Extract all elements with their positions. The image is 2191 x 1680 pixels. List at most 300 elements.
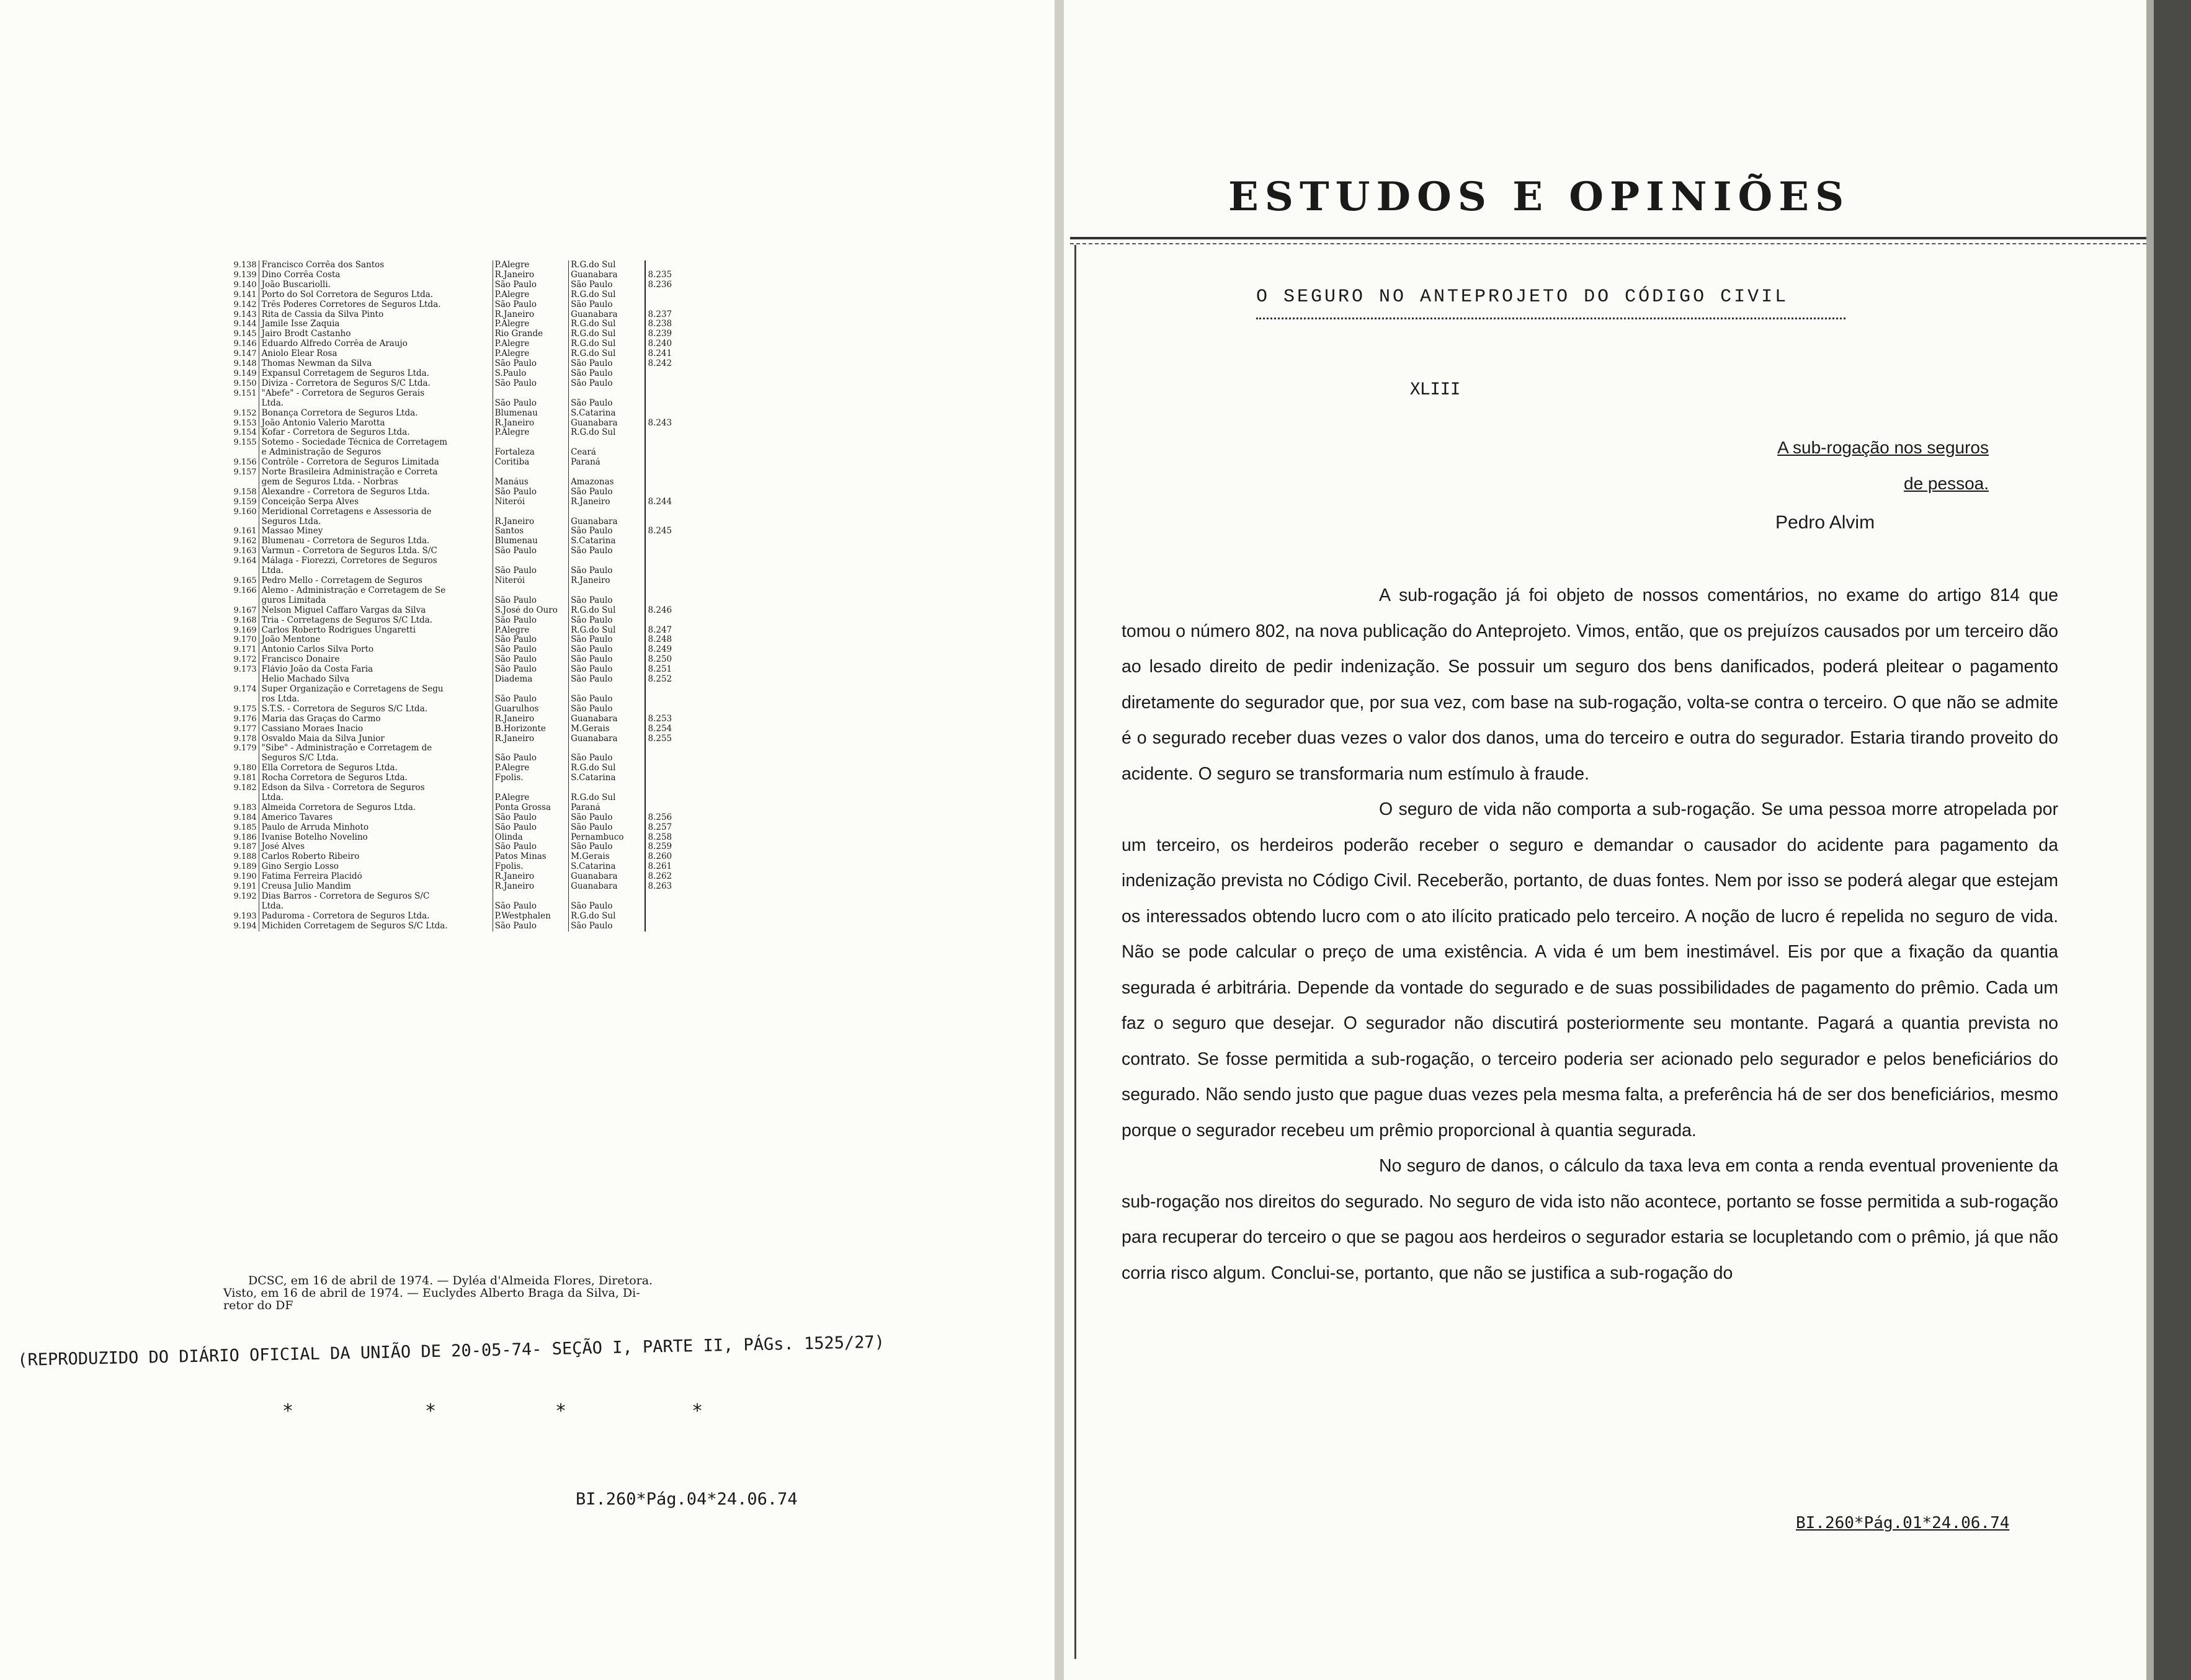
page-gutter — [1055, 0, 1064, 1680]
article-title — [1672, 430, 1989, 502]
broker-name: Nelson Miguel Caffaro Vargas da Silva — [259, 606, 493, 616]
broker-name: Jairo Brodt Castanho — [259, 329, 493, 339]
registration-number: 8.257 — [645, 823, 683, 833]
registry-row — [223, 359, 682, 369]
registration-number: 8.244 — [645, 497, 683, 507]
broker-name: João Buscariolli. — [259, 280, 493, 290]
registry-row — [223, 409, 682, 419]
broker-city: São Paulo — [493, 399, 568, 409]
registration-number — [645, 616, 683, 626]
entry-number: 9.141 — [233, 290, 257, 300]
broker-name: Ltda. — [259, 566, 493, 576]
registry-row — [223, 419, 682, 429]
registry-row — [223, 616, 682, 626]
broker-name: Gino Sergio Losso — [259, 862, 493, 872]
broker-city — [493, 685, 568, 695]
broker-name: Paduroma - Corretora de Seguros Ltda. — [259, 912, 493, 922]
broker-city — [493, 468, 568, 478]
entry-number: 9.142 — [233, 300, 257, 309]
broker-state: R.G.do Sul — [568, 428, 644, 438]
broker-name: Antonio Carlos Silva Porto — [259, 645, 493, 655]
heading-underline — [1256, 318, 1845, 319]
broker-state: São Paulo — [568, 399, 644, 409]
broker-city — [493, 507, 568, 517]
entry-number: 9.153 — [233, 418, 257, 428]
broker-state: São Paulo — [568, 645, 644, 655]
broker-state: Paraná — [568, 458, 644, 468]
entry-number: 9.187 — [233, 842, 257, 852]
broker-state: M.Gerais — [568, 852, 644, 862]
entry-number: 9.190 — [233, 872, 257, 882]
entry-number: 9.156 — [233, 458, 257, 468]
broker-city: São Paulo — [493, 753, 568, 763]
broker-state: R.G.do Sul — [568, 626, 644, 636]
registration-number — [645, 399, 683, 409]
broker-name: Super Organização e Corretagens de Segu — [259, 685, 493, 695]
broker-name: gem de Seguros Ltda. - Norbras — [259, 478, 493, 487]
registration-number — [645, 389, 683, 399]
broker-city — [493, 744, 568, 753]
broker-name: Massao Miney — [259, 527, 493, 536]
entry-number: 9.185 — [233, 822, 257, 832]
broker-city: São Paulo — [493, 645, 568, 655]
entry-number — [223, 753, 259, 763]
broker-city: São Paulo — [493, 842, 568, 852]
broker-name: Fatima Ferreira Placidó — [259, 872, 493, 882]
registration-number — [645, 300, 683, 310]
broker-state: R.G.do Sul — [568, 260, 644, 270]
registration-number: 8.245 — [645, 527, 683, 536]
entry-number: 9.194 — [233, 921, 257, 931]
registry-row — [223, 300, 682, 310]
broker-city: São Paulo — [493, 922, 568, 931]
margin-line — [1074, 245, 1076, 1659]
entry-number: 9.175 — [233, 704, 257, 714]
broker-name: Jamile Isse Zaquia — [259, 319, 493, 329]
registry-row — [223, 270, 682, 280]
broker-city: Rio Grande — [493, 329, 568, 339]
registry-row — [223, 833, 682, 843]
entry-number: 9.166 — [233, 585, 257, 595]
broker-name: Málaga - Fiorezzi, Corretores de Seguros — [259, 556, 493, 566]
broker-name: Paulo de Arruda Minhoto — [259, 823, 493, 833]
broker-city: Olinda — [493, 833, 568, 843]
broker-city: P.Alegre — [493, 428, 568, 438]
registration-number — [645, 379, 683, 389]
entry-number — [223, 399, 259, 409]
broker-city: Fortaleza — [493, 448, 568, 458]
registration-number: 8.252 — [645, 675, 683, 685]
entry-number — [223, 517, 259, 527]
broker-name: Dino Corrêa Costa — [259, 270, 493, 280]
registry-row — [223, 685, 682, 695]
broker-state: São Paulo — [568, 695, 644, 704]
registry-row — [223, 389, 682, 399]
registration-number: 8.251 — [645, 665, 683, 675]
broker-city — [493, 389, 568, 399]
broker-name: Carlos Roberto Ribeiro — [259, 852, 493, 862]
entry-number: 9.165 — [233, 576, 257, 585]
registry-row — [223, 872, 682, 882]
broker-state — [568, 556, 644, 566]
article-heading: O SEGURO NO ANTEPROJETO DO CÓDIGO CIVIL — [1256, 287, 1789, 308]
registration-number: 8.248 — [645, 635, 683, 645]
broker-city: S.Paulo — [493, 369, 568, 379]
entry-number: 9.143 — [233, 309, 257, 319]
entry-number: 9.168 — [233, 615, 257, 625]
broker-state: S.Catarina — [568, 773, 644, 783]
entry-number: 9.148 — [233, 359, 257, 369]
entry-number — [223, 448, 259, 458]
broker-state — [568, 389, 644, 399]
registry-row — [223, 744, 682, 753]
entry-number: 9.193 — [233, 911, 257, 921]
registry-row — [223, 773, 682, 783]
entry-number: 9.157 — [233, 468, 257, 478]
entry-number: 9.184 — [233, 812, 257, 822]
binding-edge — [2154, 0, 2191, 1680]
broker-state: R.G.do Sul — [568, 319, 644, 329]
entry-number: 9.177 — [233, 724, 257, 734]
entry-number: 9.147 — [233, 349, 257, 359]
registry-row — [223, 566, 682, 576]
broker-city: P.Alegre — [493, 290, 568, 300]
broker-city: Fpolis. — [493, 773, 568, 783]
broker-name: Expansul Corretagem de Seguros Ltda. — [259, 369, 493, 379]
broker-state: São Paulo — [568, 922, 644, 931]
registry-row — [223, 823, 682, 833]
registry-row — [223, 724, 682, 734]
registry-row — [223, 635, 682, 645]
broker-state: São Paulo — [568, 655, 644, 665]
star-mark: * — [692, 1400, 703, 1422]
star-mark: * — [282, 1400, 294, 1422]
registry-row — [223, 626, 682, 636]
article-paragraph: No seguro de danos, o cálculo da taxa leva em conta a renda eventual proveniente da sub-rogação nos direitos do segurado. No seguro de vida isto não acontece, portanto se fosse permitida a sub-rogação para recuperar do terceiro o que se pagou aos herdeiros o segurador estaria se locupletando com o prêmio, já que não corria risco algum. Conclui-se, portanto, que não se justifica a sub-rogação do — [1122, 1156, 2058, 1283]
broker-name: Seguros Ltda. — [259, 517, 493, 527]
broker-name: Francisco Corrêa dos Santos — [259, 260, 493, 270]
broker-state — [568, 685, 644, 695]
broker-name: Dias Barros - Corretora de Seguros S/C — [259, 892, 493, 902]
registry-row — [223, 783, 682, 793]
broker-city — [493, 556, 568, 566]
registration-number: 8.259 — [645, 842, 683, 852]
registration-number — [645, 695, 683, 704]
registry-row — [223, 606, 682, 616]
broker-name: Porto do Sol Corretora de Seguros Ltda. — [259, 290, 493, 300]
entry-number: 9.170 — [233, 635, 257, 645]
broker-name: Thomas Newman da Silva — [259, 359, 493, 369]
broker-state: São Paulo — [568, 635, 644, 645]
registration-number — [645, 468, 683, 478]
broker-state: São Paulo — [568, 704, 644, 714]
registry-row — [223, 882, 682, 892]
broker-name: Americo Tavares — [259, 813, 493, 823]
registry-row — [223, 428, 682, 438]
registry-row — [223, 753, 682, 763]
broker-name: Maria das Graças do Carmo — [259, 714, 493, 724]
registry-row — [223, 438, 682, 448]
registry-row — [223, 260, 682, 270]
broker-city: Manáus — [493, 478, 568, 487]
entry-number: 9.180 — [233, 763, 257, 773]
broker-state: São Paulo — [568, 902, 644, 912]
broker-state: São Paulo — [568, 616, 644, 626]
broker-city: R.Janeiro — [493, 310, 568, 320]
registry-row — [223, 517, 682, 527]
heading-rule — [1070, 237, 2153, 244]
broker-name: Francisco Donaire — [259, 655, 493, 665]
registration-number: 8.239 — [645, 329, 683, 339]
registration-number — [645, 428, 683, 438]
registration-number: 8.249 — [645, 645, 683, 655]
broker-state: São Paulo — [568, 487, 644, 497]
registry-row — [223, 803, 682, 813]
entry-number — [223, 596, 259, 606]
registry-row — [223, 458, 682, 468]
broker-city: Coritiba — [493, 458, 568, 468]
broker-state: São Paulo — [568, 753, 644, 763]
broker-name: Conceição Serpa Alves — [259, 497, 493, 507]
broker-name: Flávio João da Costa Faria — [259, 665, 493, 675]
registration-number — [645, 744, 683, 753]
broker-name: Rocha Corretora de Seguros Ltda. — [259, 773, 493, 783]
entry-number: 9.183 — [233, 802, 257, 812]
registration-number: 8.238 — [645, 319, 683, 329]
entry-number: 9.164 — [233, 556, 257, 566]
broker-state — [568, 744, 644, 753]
registration-number: 8.258 — [645, 833, 683, 843]
broker-name: Pedro Mello - Corretagem de Seguros — [259, 576, 493, 586]
broker-city: São Paulo — [493, 823, 568, 833]
article-paragraph: A sub-rogação já foi objeto de nossos comentários, no exame do artigo 814 que tomou o número 802, na nova publicação do Anteprojeto. Vimos, então, que os prejuízos causados por um terceiro dão ao lesado direito de pedir indenização. Se possuir um seguro dos bens danificados, poderá pleitear o pagamento diretamente do segurador que, por sua vez, com base na sub-rogação, volta-se contra o terceiro. O que não se admite é o segurado receber duas vezes o valor dos danos, uma do terceiro e outra do segurador. Estaria tirando proveito do acidente. O seguro se transformaria num estímulo à fraude. — [1122, 585, 2058, 784]
broker-name: Ltda. — [259, 399, 493, 409]
broker-state: São Paulo — [568, 596, 644, 606]
registry-row — [223, 349, 682, 359]
broker-name: Sotemo - Sociedade Técnica de Corretagem — [259, 438, 493, 448]
broker-name: e Administração de Seguros — [259, 448, 493, 458]
registration-number: 8.261 — [645, 862, 683, 872]
broker-city: Guarulhos — [493, 704, 568, 714]
entry-number: 9.171 — [233, 645, 257, 655]
broker-city: P.Alegre — [493, 793, 568, 803]
entry-number: 9.178 — [233, 734, 257, 744]
registry-row — [223, 546, 682, 556]
registration-number — [645, 803, 683, 813]
broker-state: Amazonas — [568, 478, 644, 487]
broker-city: B.Horizonte — [493, 724, 568, 734]
broker-city: São Paulo — [493, 566, 568, 576]
broker-state — [568, 438, 644, 448]
broker-city: São Paulo — [493, 280, 568, 290]
registry-row — [223, 763, 682, 773]
left-page-footer: BI.260*Pág.04*24.06.74 — [576, 1490, 798, 1509]
registry-row — [223, 329, 682, 339]
entry-number: 9.172 — [233, 655, 257, 665]
entry-number: 9.189 — [233, 862, 257, 872]
broker-state: São Paulo — [568, 300, 644, 310]
registry-row — [223, 665, 682, 675]
broker-city — [493, 892, 568, 902]
registration-number — [645, 507, 683, 517]
registry-row — [223, 478, 682, 487]
registry-row — [223, 576, 682, 586]
registration-number: 8.247 — [645, 626, 683, 636]
entry-number: 9.191 — [233, 882, 257, 892]
entry-number — [223, 566, 259, 576]
broker-registry-table — [223, 260, 682, 931]
registry-row — [223, 536, 682, 546]
registry-row — [223, 280, 682, 290]
section-heading: ESTUDOS E OPINIÕES — [1228, 174, 1850, 220]
broker-state: São Paulo — [568, 369, 644, 379]
broker-state: São Paulo — [568, 842, 644, 852]
registry-row — [223, 468, 682, 478]
broker-city: R.Janeiro — [493, 517, 568, 527]
broker-state: São Paulo — [568, 665, 644, 675]
broker-state: São Paulo — [568, 813, 644, 823]
broker-city: São Paulo — [493, 546, 568, 556]
broker-state: R.G.do Sul — [568, 763, 644, 773]
broker-city: P.Westphalen — [493, 912, 568, 922]
broker-state: S.Catarina — [568, 862, 644, 872]
broker-name: Diviza - Corretora de Seguros S/C Ltda. — [259, 379, 493, 389]
broker-state: Guanabara — [568, 270, 644, 280]
registry-row — [223, 310, 682, 320]
entry-number: 9.167 — [233, 605, 257, 615]
broker-state: Guanabara — [568, 517, 644, 527]
broker-name: Seguros S/C Ltda. — [259, 753, 493, 763]
broker-state: Guanabara — [568, 419, 644, 429]
broker-city: São Paulo — [493, 813, 568, 823]
broker-city: São Paulo — [493, 665, 568, 675]
broker-city: Fpolis. — [493, 862, 568, 872]
broker-name: Eduardo Alfredo Corrêa de Araujo — [259, 339, 493, 349]
broker-state — [568, 507, 644, 517]
broker-city: São Paulo — [493, 695, 568, 704]
broker-state — [568, 586, 644, 596]
broker-name: Norte Brasileira Administração e Correta — [259, 468, 493, 478]
registry-row — [223, 675, 682, 685]
entry-number: 9.155 — [233, 438, 257, 448]
entry-number — [223, 478, 259, 487]
registration-number — [645, 517, 683, 527]
entry-number: 9.139 — [233, 270, 257, 280]
registration-number: 8.253 — [645, 714, 683, 724]
broker-state: São Paulo — [568, 527, 644, 536]
broker-city: São Paulo — [493, 635, 568, 645]
broker-city: Niterói — [493, 576, 568, 586]
broker-city: Blumenau — [493, 409, 568, 419]
title-line: de pessoa. — [1904, 474, 1989, 493]
registration-number: 8.240 — [645, 339, 683, 349]
broker-state — [568, 468, 644, 478]
broker-city — [493, 783, 568, 793]
registration-number — [645, 586, 683, 596]
broker-state: R.Janeiro — [568, 497, 644, 507]
broker-state: São Paulo — [568, 546, 644, 556]
registry-row — [223, 852, 682, 862]
broker-name: Blumenau - Corretora de Seguros Ltda. — [259, 536, 493, 546]
entry-number: 9.162 — [233, 536, 257, 546]
broker-state: Guanabara — [568, 872, 644, 882]
broker-name: Creusa Julio Mandim — [259, 882, 493, 892]
registry-row — [223, 399, 682, 409]
entry-number: 9.192 — [233, 892, 257, 901]
broker-state: R.G.do Sul — [568, 606, 644, 616]
broker-city: São Paulo — [493, 902, 568, 912]
broker-name: Bonança Corretora de Seguros Ltda. — [259, 409, 493, 419]
signature-block — [223, 1274, 751, 1312]
registry-row — [223, 793, 682, 803]
registration-number: 8.255 — [645, 734, 683, 744]
registration-number: 8.260 — [645, 852, 683, 862]
broker-city: P.Alegre — [493, 339, 568, 349]
broker-state: R.G.do Sul — [568, 793, 644, 803]
broker-name: "Abefe" - Corretora de Seguros Gerais — [259, 389, 493, 399]
broker-city: S.José do Ouro — [493, 606, 568, 616]
broker-name: Rita de Cassia da Silva Pinto — [259, 310, 493, 320]
registration-number: 8.237 — [645, 310, 683, 320]
broker-name: João Mentone — [259, 635, 493, 645]
broker-city — [493, 438, 568, 448]
registration-number: 8.243 — [645, 419, 683, 429]
registration-number — [645, 793, 683, 803]
broker-name: Almeida Corretora de Seguros Ltda. — [259, 803, 493, 813]
entry-number: 9.188 — [233, 852, 257, 862]
broker-city: São Paulo — [493, 487, 568, 497]
registration-number — [645, 783, 683, 793]
registration-number — [645, 438, 683, 448]
broker-city: São Paulo — [493, 359, 568, 369]
broker-city: Niterói — [493, 497, 568, 507]
broker-name: Aniolo Elear Rosa — [259, 349, 493, 359]
entry-number: 9.160 — [233, 507, 257, 517]
entry-number: 9.145 — [233, 329, 257, 339]
left-page — [0, 0, 1055, 1680]
registration-number — [645, 922, 683, 931]
registry-row — [223, 319, 682, 329]
broker-name: Ivanise Botelho Novelino — [259, 833, 493, 843]
entry-number: 9.146 — [233, 339, 257, 349]
signature-line: Visto, em 16 de abril de 1974. — Euclydes Alberto Braga da Silva, Di- — [223, 1286, 640, 1300]
broker-state: São Paulo — [568, 675, 644, 685]
broker-city: São Paulo — [493, 596, 568, 606]
entry-number: 9.161 — [233, 527, 257, 536]
registry-row — [223, 448, 682, 458]
broker-state: S.Catarina — [568, 536, 644, 546]
series-number: XLIII — [1410, 380, 1461, 399]
broker-state: Guanabara — [568, 310, 644, 320]
entry-number — [223, 675, 259, 685]
registration-number — [645, 260, 683, 270]
registry-row — [223, 892, 682, 902]
broker-city: R.Janeiro — [493, 872, 568, 882]
broker-state: Guanabara — [568, 734, 644, 744]
signature-line: retor do DF — [223, 1299, 293, 1312]
broker-name: Meridional Corretagens e Assessoria de — [259, 507, 493, 517]
registry-row — [223, 655, 682, 665]
registration-number — [645, 546, 683, 556]
broker-state: São Paulo — [568, 823, 644, 833]
broker-city: São Paulo — [493, 379, 568, 389]
entry-number: 9.186 — [233, 832, 257, 842]
broker-name: Contrôle - Corretora de Seguros Limitada — [259, 458, 493, 468]
binding-edge — [2146, 0, 2154, 1680]
registration-number: 8.250 — [645, 655, 683, 665]
broker-name: João Antonio Valerio Marotta — [259, 419, 493, 429]
registry-row — [223, 369, 682, 379]
